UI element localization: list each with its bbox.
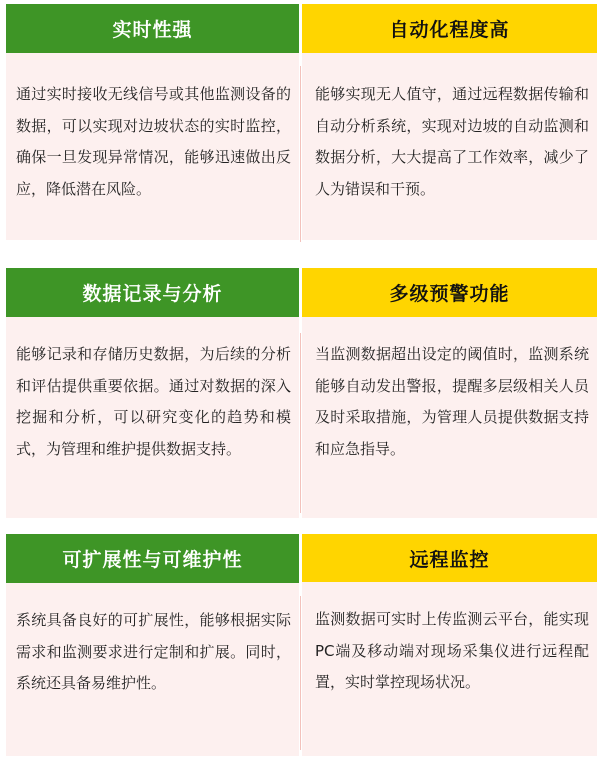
feature-description-panel <box>302 582 597 756</box>
feature-title: 多级预警功能 <box>302 268 597 317</box>
feature-description: 能够实现无人值守，通过远程数据传输和自动分析系统，实现对边坡的自动监测和数据分析，大大提高了工作效率，减少了人为错误和干预。 <box>315 85 589 198</box>
column-divider <box>300 66 301 242</box>
feature-description: 监测数据可实时上传监测云平台，能实现PC端及移动端对现场采集仪进行远程配置，实时掌控现场状况。 <box>315 610 589 691</box>
column-divider <box>300 333 301 513</box>
feature-title: 可扩展性与可维护性 <box>6 534 299 583</box>
feature-row <box>6 268 597 518</box>
column-divider <box>300 596 301 750</box>
feature-description-panel <box>302 53 597 240</box>
feature-title: 自动化程度高 <box>302 4 597 53</box>
feature-description-panel <box>6 583 299 756</box>
feature-title: 远程监控 <box>302 534 597 582</box>
feature-row <box>6 534 597 756</box>
feature-description: 能够记录和存储历史数据，为后续的分析和评估提供重要依据。通过对数据的深入挖掘和分析，可以研究变化的趋势和模式，为管理和维护提供数据支持。 <box>16 345 291 458</box>
feature-title: 数据记录与分析 <box>6 268 299 317</box>
feature-description-panel <box>6 317 299 518</box>
feature-description: 当监测数据超出设定的阈值时，监测系统能够自动发出警报，提醒多层级相关人员及时采取措施，为管理人员提供数据支持和应急指导。 <box>315 345 589 458</box>
feature-title: 实时性强 <box>6 4 299 53</box>
feature-description-panel <box>302 317 597 518</box>
feature-description-panel <box>6 53 299 240</box>
feature-row <box>6 4 597 240</box>
feature-description: 系统具备良好的可扩展性，能够根据实际需求和监测要求进行定制和扩展。同时，系统还具备易维护性。 <box>16 611 291 692</box>
feature-description: 通过实时接收无线信号或其他监测设备的数据，可以实现对边坡状态的实时监控，确保一旦发现异常情况，能够迅速做出反应，降低潜在风险。 <box>16 85 291 198</box>
